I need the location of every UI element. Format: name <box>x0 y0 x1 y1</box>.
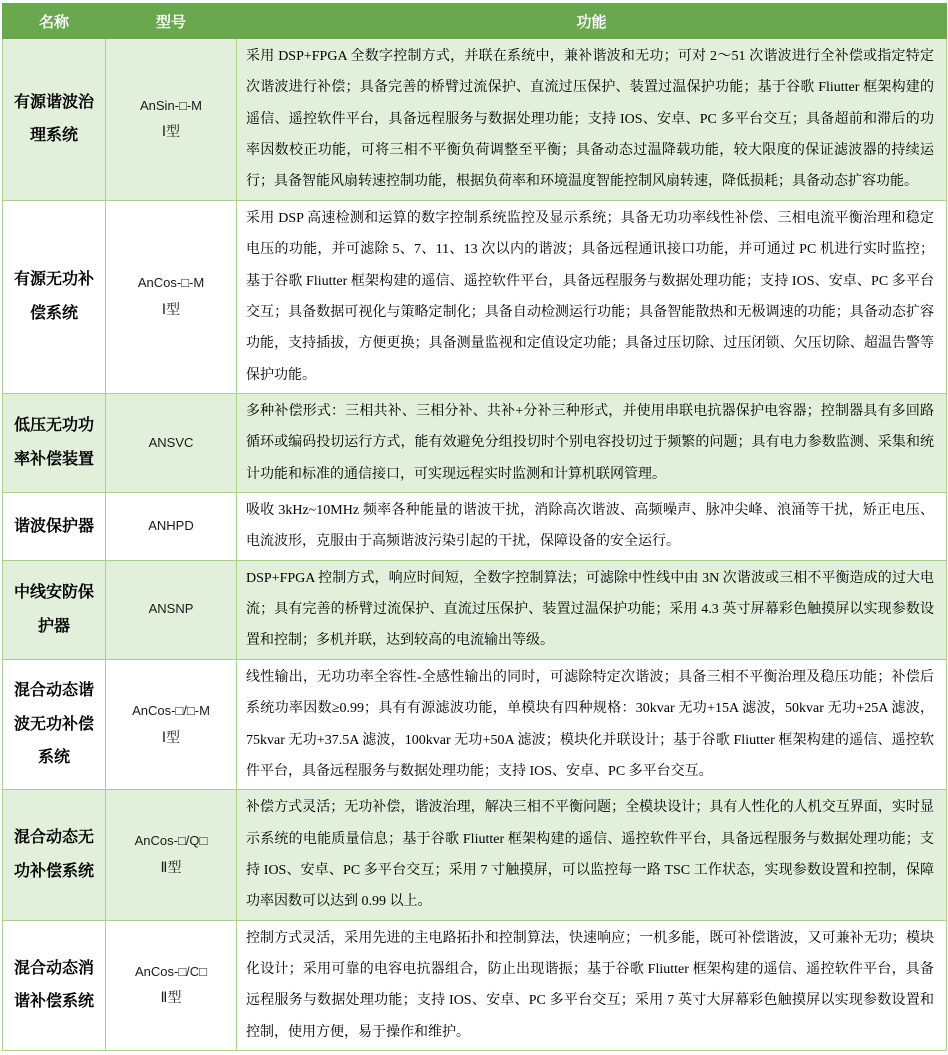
model-cell <box>106 560 237 659</box>
table-row <box>3 393 947 492</box>
product-name-cell: 混合动态无功补偿系统 <box>3 790 106 920</box>
table-row <box>3 200 947 393</box>
model-cell <box>106 393 237 492</box>
model-code: ANSVC <box>148 434 194 450</box>
model-cell <box>106 200 237 393</box>
model-code: AnCos-□-M <box>137 275 205 291</box>
function-cell: 线性输出，无功功率全容性-全感性输出的同时，可滤除特定次谐波；具备三相不平衡治理及稳压功能；补偿后系统功率因数≥0.99；具有有源滤波功能，单模块有四种规格：30kvar 无功+15A 滤波，50kvar 无功+25A 滤波，75kvar 无功+37.5A 滤波，100kvar 无功+50A 滤波；模块化并联设计；基于谷歌 Fliutter 框架构建的遥信、遥控软件平台，具备远程服务与数据处理功能；支持 IOS、安卓、PC 多平台交互。 <box>237 659 947 789</box>
model-code: AnCos-□/Q□ <box>134 833 208 849</box>
model-type: Ⅱ型 <box>160 859 182 876</box>
table-row <box>3 920 947 1050</box>
model-code: AnCos-□/□-M <box>132 702 210 718</box>
model-cell <box>106 493 237 561</box>
model-cell <box>106 659 237 789</box>
model-code: ANSNP <box>148 601 194 617</box>
table-row <box>3 659 947 789</box>
product-name-cell: 有源谐波治理系统 <box>3 39 106 201</box>
model-code: AnCos-□/C□ <box>134 963 208 979</box>
table-row <box>3 790 947 920</box>
table-row <box>3 39 947 201</box>
product-spec-table <box>2 3 947 1051</box>
product-name-cell: 有源无功补偿系统 <box>3 200 106 393</box>
function-cell: 采用 DSP+FPGA 全数字控制方式，并联在系统中，兼补谐波和无功；可对 2～51 次谐波进行全补偿或指定特定次谐波进行补偿；具备完善的桥臂过流保护、直流过压保护、装置过温保护功能；基于谷歌 Fliutter 框架构建的遥信、遥控软件平台，具备远程服务与数据处理功能；支持 IOS、安卓、PC 多平台交互；具备超前和滞后的功率因数校正功能，可将三相不平衡负荷调整至平衡；具备动态过温降载功能，较大限度的保证滤波器的持续运行；具备智能风扇转速控制功能，根据负荷率和环境温度智能控制风扇转速，降低损耗；具备动态扩容功能。 <box>237 39 947 201</box>
product-name-cell: 低压无功功率补偿装置 <box>3 393 106 492</box>
model-type: Ⅰ型 <box>161 728 181 745</box>
product-name-cell: 混合动态谐波无功补偿系统 <box>3 659 106 789</box>
function-cell: DSP+FPGA 控制方式，响应时间短，全数字控制算法；可滤除中性线中由 3N 次谐波或三相不平衡造成的过大电流；具有完善的桥臂过流保护、直流过压保护、装置过温保护功能；采用 4.3 英寸屏幕彩色触摸屏以实现参数设置和控制；多机并联，达到较高的电流输出等级。 <box>237 560 947 659</box>
function-cell: 控制方式灵活，采用先进的主电路拓扑和控制算法，快速响应；一机多能，既可补偿谐波，又可兼补无功；模块化设计；采用可靠的电容电抗器组合，防止出现谐振；基于谷歌 Fliutter 框架构建的遥信、遥控软件平台，具备远程服务与数据处理功能；支持 IOS、安卓、PC 多平台交互；采用 7 英寸大屏幕彩色触摸屏以实现参数设置和控制，使用方便，易于操作和维护。 <box>237 920 947 1050</box>
table-row <box>3 493 947 561</box>
model-code: AnSin-□-M <box>139 97 203 113</box>
model-cell <box>106 790 237 920</box>
model-type: Ⅰ型 <box>161 123 181 140</box>
product-name-cell: 混合动态消谐补偿系统 <box>3 920 106 1050</box>
table-header-row <box>3 4 947 39</box>
model-type: Ⅰ型 <box>161 300 181 317</box>
table-row <box>3 560 947 659</box>
model-cell <box>106 920 237 1050</box>
function-cell: 多种补偿形式：三相共补、三相分补、共补+分补三种形式，并使用串联电抗器保护电容器；控制器具有多回路循环或编码投切运行方式，能有效避免分组投切时个别电容投切过于频繁的问题；具有电力参数监测、采集和统计功能和标准的通信接口，可实现远程实时监测和计算机联网管理。 <box>237 393 947 492</box>
function-cell: 采用 DSP 高速检测和运算的数字控制系统监控及显示系统；具备无功功率线性补偿、三相电流平衡治理和稳定电压的功能，并可滤除 5、7、11、13 次以内的谐波；具备远程通讯接口功能，并可通过 PC 机进行实时监控；基于谷歌 Fliutter 框架构建的遥信、遥控软件平台，具备远程服务与数据处理功能；支持 IOS、安卓、PC 多平台交互；具备数据可视化与策略定制化；具备自动检测运行功能；具备智能散热和无极调速的功能；具备动态扩容功能，支持插拔，方便更换；具备测量监视和定值设定功能；具备过压切除、过压闭锁、欠压切除、超温告警等保护功能。 <box>237 200 947 393</box>
product-name-cell: 中线安防保护器 <box>3 560 106 659</box>
function-cell: 吸收 3kHz~10MHz 频率各种能量的谐波干扰，消除高次谐波、高频噪声、脉冲尖峰、浪涌等干扰，矫正电压、电流波形，克服由于高频谐波污染引起的干扰，保障设备的安全运行。 <box>237 493 947 561</box>
function-cell: 补偿方式灵活；无功补偿，谐波治理，解决三相不平衡问题；全模块设计；具有人性化的人机交互界面，实时显示系统的电能质量信息；基于谷歌 Fliutter 框架构建的遥信、遥控软件平台，具备远程服务与数据处理功能；支持 IOS、安卓、PC 多平台交互；采用 7 寸触摸屏，可以监控每一路 TSC 工作状态，实现参数设置和控制，保障功率因数可以达到 0.99 以上。 <box>237 790 947 920</box>
header-cell-function: 功能 <box>237 4 947 39</box>
model-cell <box>106 39 237 201</box>
product-name-cell: 谐波保护器 <box>3 493 106 561</box>
model-code: ANHPD <box>148 518 194 534</box>
model-type: Ⅱ型 <box>160 989 182 1006</box>
header-cell-model: 型号 <box>106 4 237 39</box>
header-cell-name: 名称 <box>3 4 106 39</box>
